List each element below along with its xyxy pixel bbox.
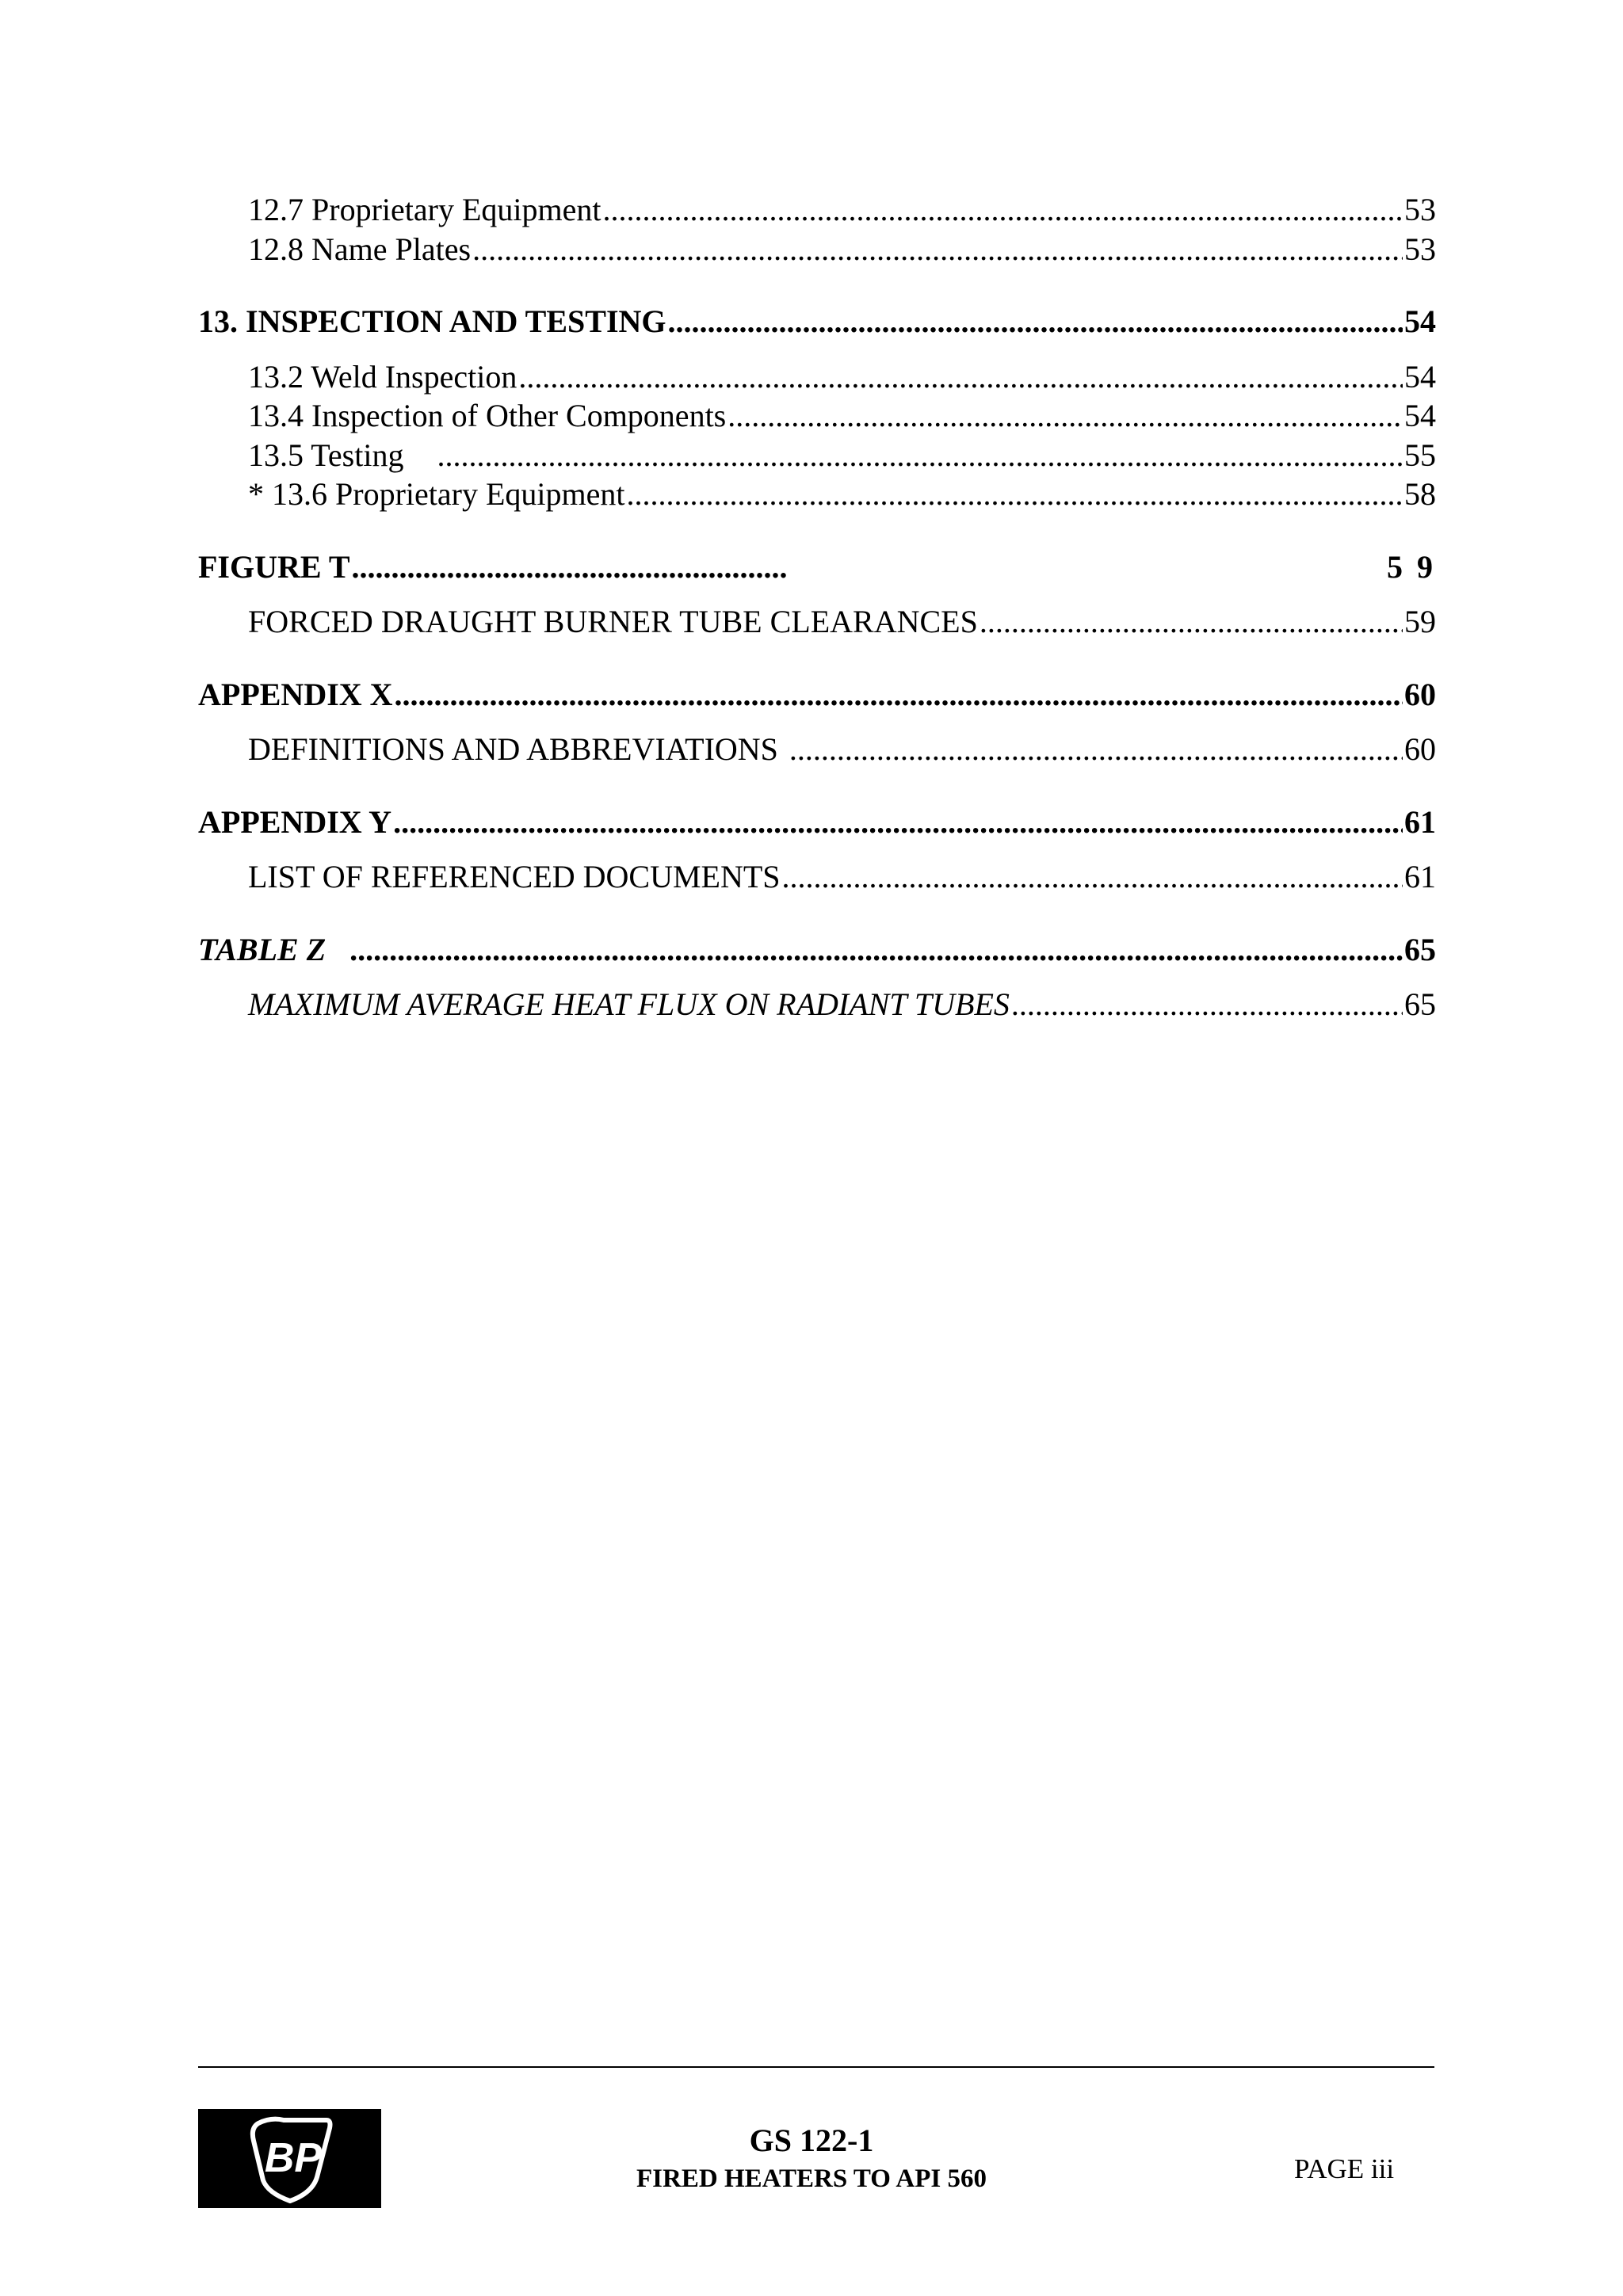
document-title: FIRED HEATERS TO API 560	[636, 2164, 987, 2193]
toc-section-page: 5 9	[1387, 548, 1436, 585]
toc-section-page: 65	[1404, 931, 1436, 967]
dot-leader	[472, 230, 1403, 269]
dot-leader	[727, 396, 1403, 436]
toc-entry-title: 13.2 Weld Inspection	[248, 358, 517, 395]
toc-entry[interactable]	[198, 396, 1436, 436]
dot-leader	[668, 302, 1403, 341]
toc-entry-page: 61	[1404, 859, 1436, 894]
toc-section-page: 61	[1404, 803, 1436, 840]
dot-leader	[789, 730, 1403, 769]
dot-leader	[602, 190, 1403, 230]
toc-section-title: APPENDIX X	[198, 676, 393, 712]
toc-entry-title: * 13.6 Proprietary Equipment	[248, 476, 625, 512]
toc-entry-page: 53	[1404, 192, 1436, 227]
toc-entry-page: 54	[1404, 358, 1436, 395]
dot-leader	[518, 357, 1403, 397]
toc-entry[interactable]	[198, 730, 1436, 769]
toc-appendix-x[interactable]	[198, 675, 1436, 715]
toc-section-title: FIGURE T	[198, 548, 350, 585]
toc-entry-page: 55	[1404, 437, 1436, 473]
toc-entry[interactable]	[198, 230, 1436, 269]
page-number: PAGE iii	[1294, 2153, 1395, 2184]
toc-section-title: APPENDIX Y	[198, 803, 392, 840]
dot-leader	[352, 547, 1385, 587]
toc-entry[interactable]	[198, 602, 1436, 642]
toc-entry-title: LIST OF REFERENCED DOCUMENTS	[248, 859, 781, 894]
toc-entry-title: 13.5 Testing	[248, 437, 404, 473]
dot-leader	[626, 475, 1403, 514]
dot-leader	[395, 675, 1403, 715]
footer-divider	[198, 2066, 1434, 2068]
toc-entry-title: FORCED DRAUGHT BURNER TUBE CLEARANCES	[248, 604, 978, 639]
toc-section-13[interactable]	[198, 302, 1436, 341]
dot-leader	[1011, 985, 1403, 1024]
toc-entry[interactable]	[198, 857, 1436, 897]
toc-entry-title: DEFINITIONS AND ABBREVIATIONS	[248, 731, 778, 767]
bp-logo-text: BP	[264, 2135, 323, 2181]
toc-section-title: TABLE Z	[198, 931, 327, 967]
dot-leader	[782, 857, 1403, 897]
toc-entry-page: 53	[1404, 231, 1436, 267]
toc-entry[interactable]	[198, 357, 1436, 397]
table-of-contents	[198, 190, 1436, 1024]
toc-section-page: 60	[1404, 676, 1436, 712]
toc-section-page: 54	[1404, 303, 1436, 339]
toc-entry[interactable]	[198, 985, 1436, 1024]
dot-leader	[349, 930, 1403, 970]
toc-entry-page: 60	[1404, 731, 1436, 767]
toc-section-title: 13. INSPECTION AND TESTING	[198, 303, 666, 339]
toc-entry-page: 58	[1404, 476, 1436, 512]
toc-entry[interactable]	[198, 190, 1436, 230]
toc-table-z[interactable]	[198, 930, 1436, 970]
toc-entry-page: 59	[1404, 604, 1436, 639]
toc-entry-title: 12.7 Proprietary Equipment	[248, 192, 601, 227]
toc-figure-t[interactable]	[198, 547, 1436, 587]
toc-entry[interactable]	[198, 475, 1436, 514]
toc-entry-page: 54	[1404, 398, 1436, 433]
dot-leader	[437, 436, 1403, 475]
toc-entry-title: 12.8 Name Plates	[248, 231, 472, 267]
toc-entry-title: 13.4 Inspection of Other Components	[248, 398, 727, 433]
document-code: GS 122-1	[749, 2122, 874, 2158]
toc-entry[interactable]	[198, 436, 1436, 475]
toc-entry-page: 65	[1404, 986, 1436, 1022]
dot-leader	[393, 803, 1403, 842]
toc-appendix-y[interactable]	[198, 803, 1436, 842]
toc-entry-title: MAXIMUM AVERAGE HEAT FLUX ON RADIANT TUBES	[248, 986, 1010, 1022]
dot-leader	[980, 602, 1403, 642]
